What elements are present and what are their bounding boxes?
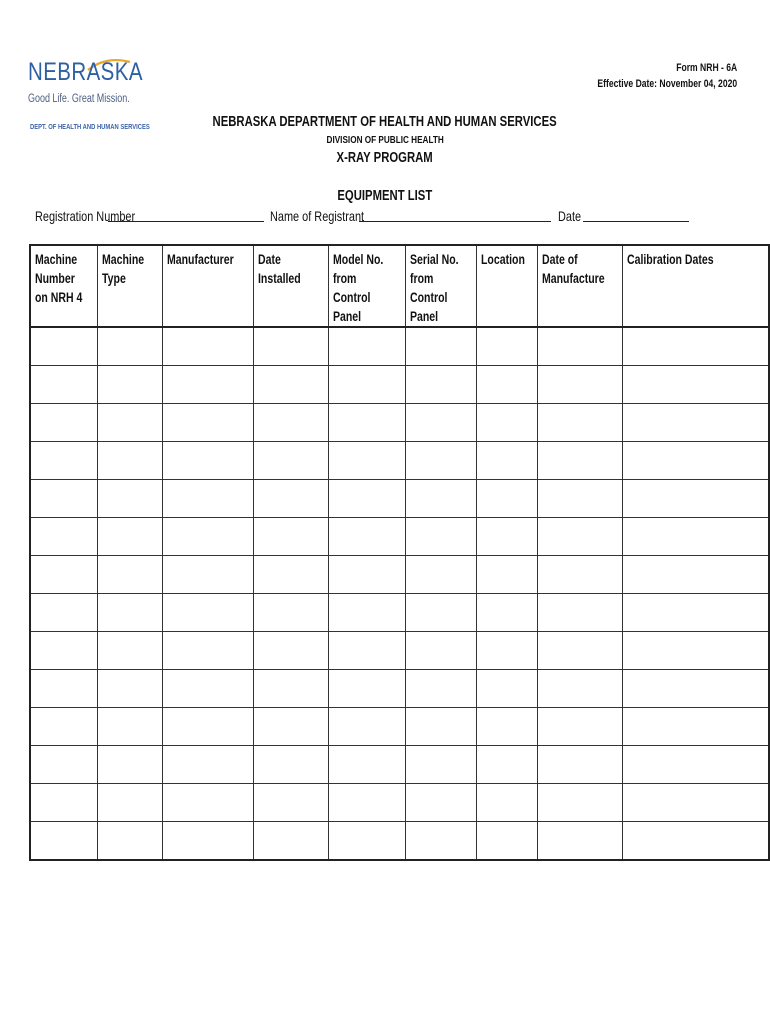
column-header: Machine Number on NRH 4	[30, 245, 98, 327]
table-cell[interactable]	[253, 784, 328, 822]
table-cell[interactable]	[537, 746, 622, 784]
table-row	[30, 442, 769, 480]
table-cell[interactable]	[476, 556, 537, 594]
table-cell[interactable]	[405, 746, 476, 784]
program-title: X-RAY PROGRAM	[336, 150, 434, 166]
table-row	[30, 404, 769, 442]
table-cell[interactable]	[328, 822, 405, 861]
table-cell[interactable]	[622, 784, 769, 822]
table-cell[interactable]	[405, 518, 476, 556]
date-label: Date	[558, 208, 582, 224]
table-cell[interactable]	[622, 822, 769, 861]
table-cell[interactable]	[253, 708, 328, 746]
table-cell[interactable]	[98, 480, 163, 518]
table-cell[interactable]	[98, 327, 163, 366]
table-cell[interactable]	[476, 404, 537, 442]
table-cell[interactable]	[98, 594, 163, 632]
column-header: Manufacturer	[163, 245, 254, 327]
table-cell[interactable]	[253, 327, 328, 366]
table-cell[interactable]	[98, 518, 163, 556]
registration-number-blank[interactable]	[106, 208, 264, 225]
table-cell[interactable]	[476, 632, 537, 670]
table-cell[interactable]	[163, 746, 254, 784]
table-cell[interactable]	[30, 784, 98, 822]
table-cell[interactable]	[98, 404, 163, 442]
table-row	[30, 556, 769, 594]
form-number: Form NRH - 6A	[675, 62, 737, 74]
form-identifier	[558, 60, 737, 92]
table-cell[interactable]	[328, 518, 405, 556]
table-cell[interactable]	[537, 784, 622, 822]
division-title: DIVISION OF PUBLIC HEALTH	[326, 134, 444, 146]
table-cell[interactable]	[476, 594, 537, 632]
table-cell[interactable]	[163, 366, 254, 404]
table-cell[interactable]	[253, 366, 328, 404]
registrant-name-blank[interactable]	[357, 208, 551, 225]
table-cell[interactable]	[405, 670, 476, 708]
table-cell[interactable]	[253, 480, 328, 518]
table-cell[interactable]	[30, 518, 98, 556]
table-cell[interactable]	[253, 594, 328, 632]
table-cell[interactable]	[476, 518, 537, 556]
table-cell[interactable]	[328, 670, 405, 708]
table-cell[interactable]	[163, 822, 254, 861]
table-cell[interactable]	[253, 746, 328, 784]
table-cell[interactable]	[476, 670, 537, 708]
table-cell[interactable]	[622, 327, 769, 366]
table-cell[interactable]	[476, 784, 537, 822]
table-cell[interactable]	[622, 632, 769, 670]
table-cell[interactable]	[30, 480, 98, 518]
table-row	[30, 746, 769, 784]
table-cell[interactable]	[622, 708, 769, 746]
table-cell[interactable]	[328, 404, 405, 442]
column-header: Calibration Dates	[622, 245, 769, 327]
table-cell[interactable]	[30, 670, 98, 708]
table-cell[interactable]	[30, 366, 98, 404]
table-cell[interactable]	[30, 822, 98, 861]
table-cell[interactable]	[30, 404, 98, 442]
table-cell[interactable]	[163, 632, 254, 670]
table-cell[interactable]	[30, 632, 98, 670]
table-cell[interactable]	[405, 784, 476, 822]
table-body	[30, 327, 769, 860]
table-row	[30, 670, 769, 708]
table-cell[interactable]	[537, 670, 622, 708]
table-cell[interactable]	[163, 670, 254, 708]
table-cell[interactable]	[476, 366, 537, 404]
table-cell[interactable]	[328, 366, 405, 404]
table-cell[interactable]	[253, 632, 328, 670]
logo-tagline: Good Life. Great Mission.	[28, 93, 130, 105]
registration-row	[35, 208, 715, 228]
table-cell[interactable]	[253, 442, 328, 480]
table-cell[interactable]	[537, 366, 622, 404]
column-header: Machine Type	[98, 245, 163, 327]
table-cell[interactable]	[328, 327, 405, 366]
logo-department: DEPT. OF HEALTH AND HUMAN SERVICES	[30, 122, 150, 131]
table-cell[interactable]	[405, 480, 476, 518]
table-cell[interactable]	[328, 556, 405, 594]
table-row	[30, 594, 769, 632]
table-cell[interactable]	[622, 556, 769, 594]
table-cell[interactable]	[537, 327, 622, 366]
table-cell[interactable]	[30, 594, 98, 632]
logo-wordmark: NEBRASKA	[28, 58, 143, 86]
table-cell[interactable]	[253, 670, 328, 708]
nebraska-logo	[28, 58, 148, 106]
effective-date: Effective Date: November 04, 2020	[597, 78, 737, 90]
table-cell[interactable]	[405, 708, 476, 746]
table-cell[interactable]	[98, 746, 163, 784]
table-cell[interactable]	[328, 784, 405, 822]
table-cell[interactable]	[476, 442, 537, 480]
department-title: NEBRASKA DEPARTMENT OF HEALTH AND HUMAN SERVICES	[212, 114, 558, 130]
table-cell[interactable]	[98, 366, 163, 404]
table-cell[interactable]	[476, 480, 537, 518]
table-row	[30, 784, 769, 822]
table-cell[interactable]	[30, 746, 98, 784]
table-cell[interactable]	[253, 556, 328, 594]
table-cell[interactable]	[253, 518, 328, 556]
table-cell[interactable]	[98, 632, 163, 670]
registration-number-label: Registration Number	[35, 208, 136, 224]
table-header-row	[30, 245, 769, 327]
table-row	[30, 480, 769, 518]
table-cell[interactable]	[622, 480, 769, 518]
table-cell[interactable]	[622, 366, 769, 404]
registrant-name-value[interactable]	[359, 208, 551, 222]
table-cell[interactable]	[405, 327, 476, 366]
table-cell[interactable]	[537, 708, 622, 746]
table-cell[interactable]	[328, 632, 405, 670]
table-cell[interactable]	[328, 746, 405, 784]
table-cell[interactable]	[405, 404, 476, 442]
table-cell[interactable]	[476, 327, 537, 366]
table-cell[interactable]	[622, 594, 769, 632]
table-cell[interactable]	[405, 594, 476, 632]
equipment-table	[29, 244, 770, 861]
table-cell[interactable]	[98, 708, 163, 746]
table-row	[30, 366, 769, 404]
table-cell[interactable]	[537, 632, 622, 670]
table-cell[interactable]	[537, 556, 622, 594]
table-cell[interactable]	[253, 404, 328, 442]
table-cell[interactable]	[98, 442, 163, 480]
table-cell[interactable]	[163, 594, 254, 632]
table-row	[30, 518, 769, 556]
table-cell[interactable]	[163, 442, 254, 480]
table-cell[interactable]	[98, 822, 163, 861]
table-cell[interactable]	[622, 746, 769, 784]
column-header: Date of Manufacture	[537, 245, 622, 327]
table-cell[interactable]	[328, 442, 405, 480]
table-cell[interactable]	[622, 518, 769, 556]
table-cell[interactable]	[405, 822, 476, 861]
table-cell[interactable]	[163, 404, 254, 442]
table-cell[interactable]	[98, 556, 163, 594]
column-header: Date Installed	[253, 245, 328, 327]
table-cell[interactable]	[30, 442, 98, 480]
table-cell[interactable]	[476, 708, 537, 746]
table-row	[30, 327, 769, 366]
table-cell[interactable]	[163, 784, 254, 822]
table-cell[interactable]	[163, 327, 254, 366]
list-title: EQUIPMENT LIST	[337, 188, 433, 204]
table-row	[30, 632, 769, 670]
table-cell[interactable]	[30, 327, 98, 366]
date-blank[interactable]	[581, 208, 689, 225]
table-cell[interactable]	[163, 708, 254, 746]
table-cell[interactable]	[537, 442, 622, 480]
table-cell[interactable]	[476, 746, 537, 784]
table-cell[interactable]	[328, 708, 405, 746]
table-cell[interactable]	[537, 480, 622, 518]
table-cell[interactable]	[163, 518, 254, 556]
table-cell[interactable]	[163, 480, 254, 518]
column-header: Location	[476, 245, 537, 327]
table-cell[interactable]	[253, 822, 328, 861]
table-cell[interactable]	[30, 556, 98, 594]
table-cell[interactable]	[537, 594, 622, 632]
table-row	[30, 708, 769, 746]
table-row	[30, 822, 769, 861]
table-cell[interactable]	[405, 632, 476, 670]
table-cell[interactable]	[328, 594, 405, 632]
table-cell[interactable]	[537, 822, 622, 861]
table-cell[interactable]	[537, 404, 622, 442]
table-cell[interactable]	[476, 822, 537, 861]
table-cell[interactable]	[405, 442, 476, 480]
table-cell[interactable]	[98, 784, 163, 822]
table-cell[interactable]	[622, 670, 769, 708]
table-cell[interactable]	[622, 404, 769, 442]
column-header: Serial No. from Control Panel	[405, 245, 476, 327]
registration-number-value[interactable]	[108, 208, 264, 222]
table-cell[interactable]	[405, 366, 476, 404]
table-cell[interactable]	[98, 670, 163, 708]
table-cell[interactable]	[405, 556, 476, 594]
column-header: Model No. from Control Panel	[328, 245, 405, 327]
table-cell[interactable]	[328, 480, 405, 518]
table-cell[interactable]	[537, 518, 622, 556]
registrant-name-label: Name of Registrant	[270, 208, 365, 224]
table-cell[interactable]	[30, 708, 98, 746]
table-cell[interactable]	[163, 556, 254, 594]
date-value[interactable]	[583, 208, 689, 222]
table-cell[interactable]	[622, 442, 769, 480]
